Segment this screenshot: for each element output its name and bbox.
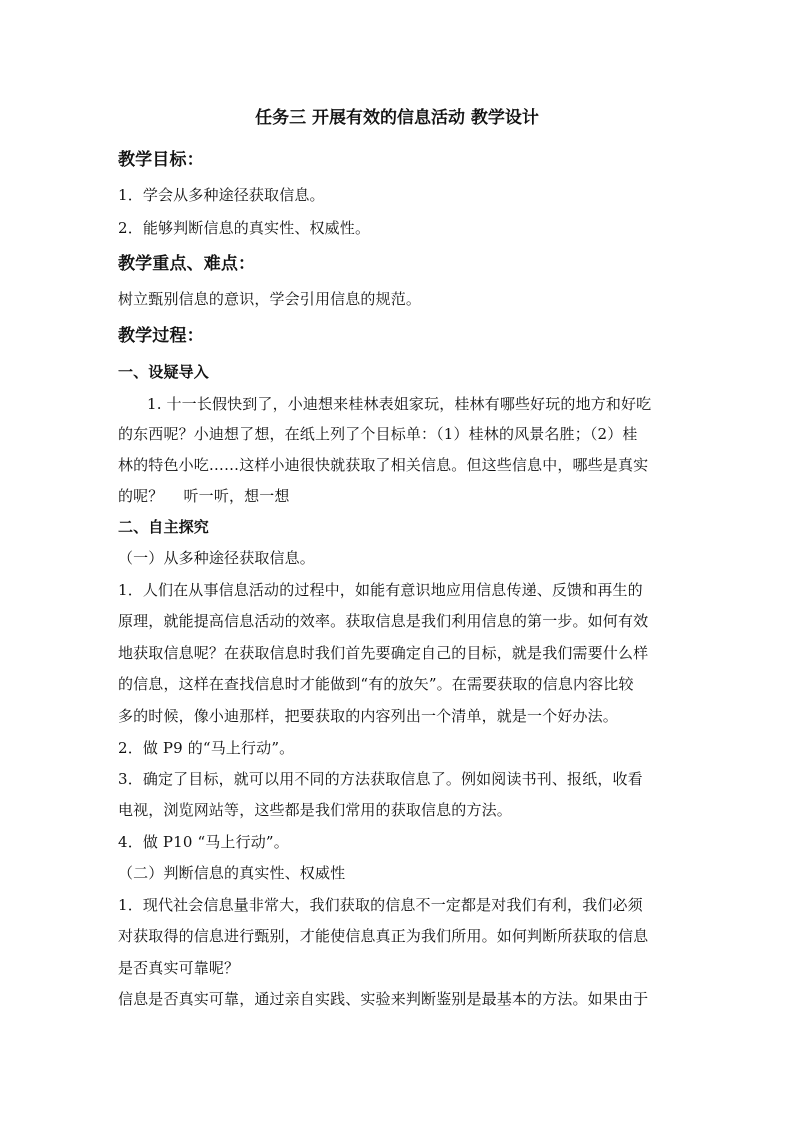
sub1-line-4: 的信息，这样在查找信息时才能做到“有的放矢”。在需要获取的信息内容比较: [118, 675, 634, 693]
objective-item-2: 2．能够判断信息的真实性、权威性。: [118, 219, 371, 237]
document-title: 任务三 开展有效的信息活动 教学设计: [255, 108, 539, 128]
sub2-line-2: 对获取得的信息进行甄别，才能使信息真正为我们所用。如何判断所获取的信息: [118, 927, 649, 945]
sub1-line-2: 原理，就能提高信息活动的效率。获取信息是我们利用信息的第一步。如何有效: [118, 612, 649, 630]
sub1-heading: （一）从多种途径获取信息。: [118, 549, 315, 567]
sub1-line-1: 1．人们在从事信息活动的过程中，如能有意识地应用信息传递、反馈和再生的: [118, 581, 643, 599]
sub1-line-8: 电视，浏览网站等，这些都是我们常用的获取信息的方法。: [118, 801, 512, 819]
section1-line-4: 的呢？ 听一听，想一想: [118, 487, 290, 505]
section1-heading: 一、设疑导入: [118, 363, 209, 381]
objective-item-1: 1．学会从多种途径获取信息。: [118, 186, 325, 204]
section2-heading: 二、自主探究: [118, 518, 209, 536]
section1-line-2: 的东西呢？小迪想了想，在纸上列了个目标单：（1）桂林的风景名胜；（2）桂: [118, 425, 638, 443]
section1-line-3: 林的特色小吃……这样小迪很快就获取了相关信息。但这些信息中，哪些是真实: [118, 456, 649, 474]
key-points-heading: 教学重点、难点：: [118, 254, 256, 274]
process-heading: 教学过程：: [118, 326, 204, 346]
sub1-line-7: 3．确定了目标，就可以用不同的方法获取信息了。例如阅读书刊、报纸，收看: [118, 770, 643, 788]
sub1-line-9: 4．做 P10 “马上行动”。: [118, 833, 289, 851]
sub1-line-3: 地获取信息呢？在获取信息时我们首先要确定自己的目标，就是我们需要什么样: [118, 644, 649, 662]
section1-line-1: 1. 十一长假快到了，小迪想来桂林表姐家玩，桂林有哪些好玩的地方和好吃: [147, 395, 652, 413]
sub2-heading: （二）判断信息的真实性、权威性: [118, 864, 346, 882]
sub2-line-3: 是否真实可靠呢？: [118, 959, 240, 977]
sub1-line-5: 多的时候，像小迪那样，把要获取的内容列出一个清单，就是一个好办法。: [118, 707, 618, 725]
sub2-line-1: 1．现代社会信息量非常大，我们获取的信息不一定都是对我们有利，我们必须: [118, 896, 643, 914]
sub2-line-4: 信息是否真实可靠，通过亲自实践、实验来判断鉴别是最基本的方法。如果由于: [118, 990, 649, 1008]
key-points-text: 树立甄别信息的意识，学会引用信息的规范。: [118, 290, 422, 308]
sub1-line-6: 2．做 P9 的“马上行动”。: [118, 739, 295, 757]
objectives-heading: 教学目标：: [118, 150, 204, 170]
